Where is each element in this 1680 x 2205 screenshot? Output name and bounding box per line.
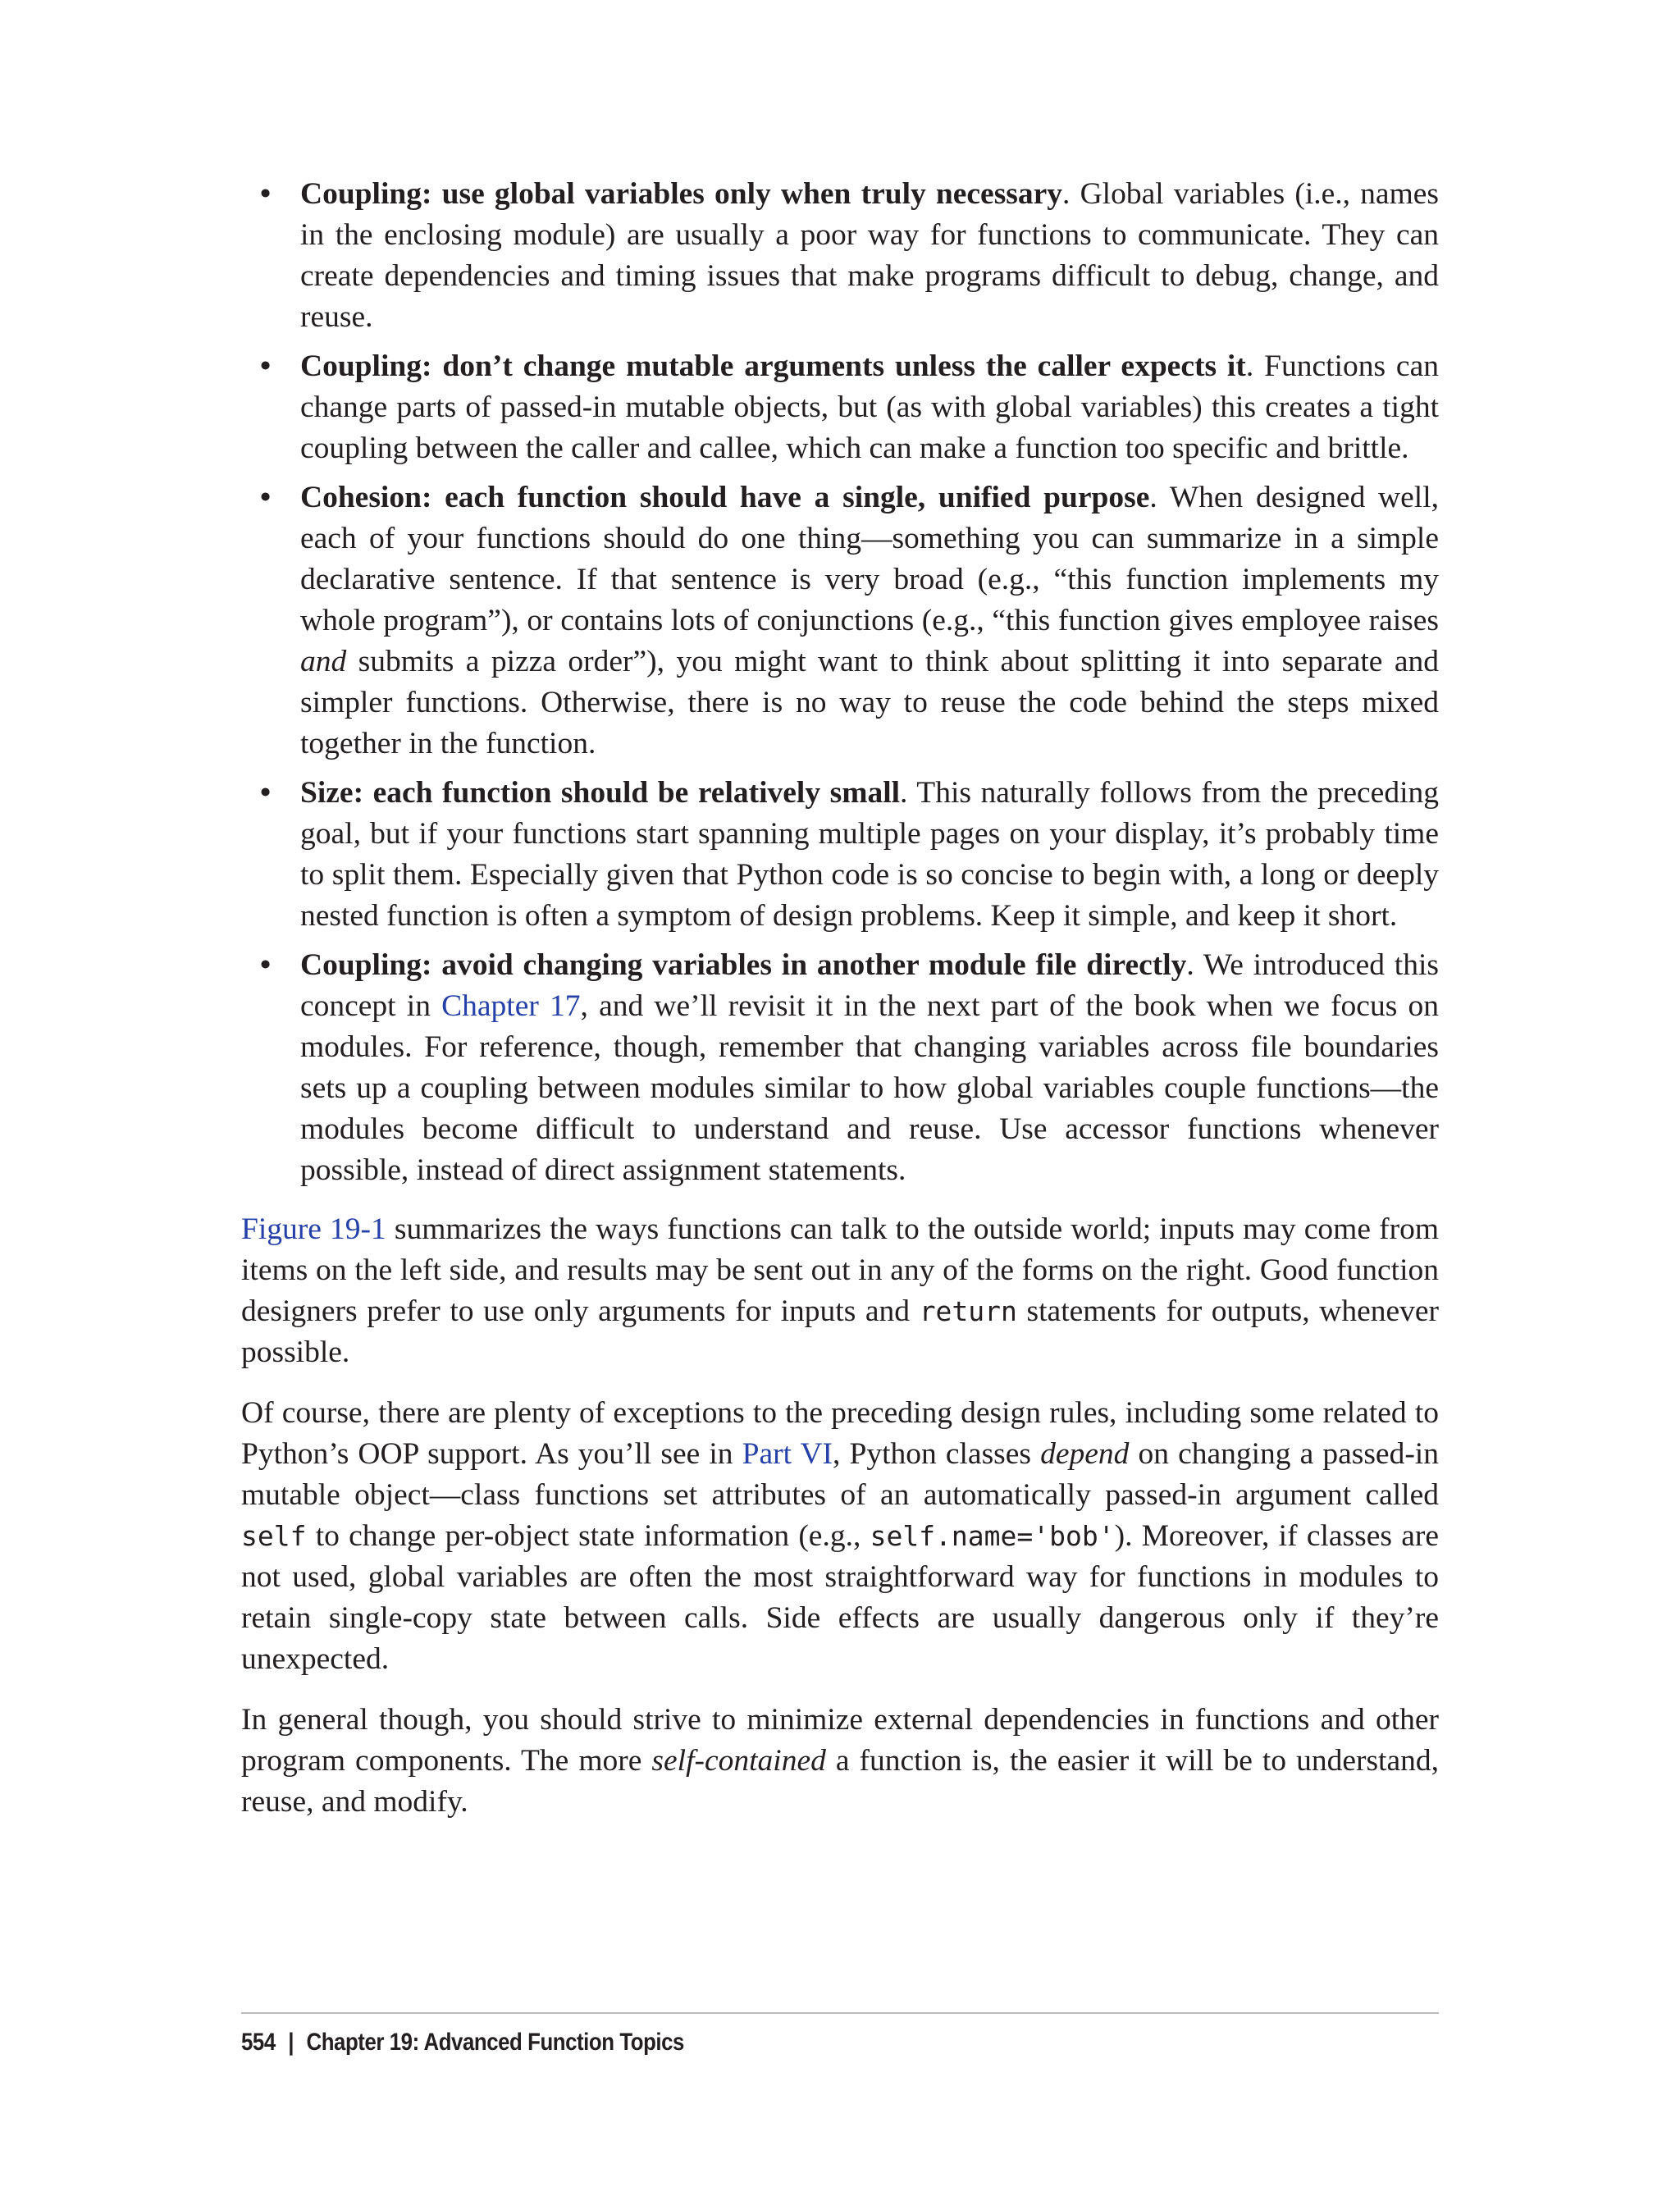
paragraph-text: a function is, the easier it will be to understand, reuse, and modify. [241,1744,1439,1819]
footer-divider [241,2012,1439,2014]
paragraph-emphasis: depend [1040,1437,1130,1471]
page-footer [241,2025,684,2061]
bullet-heading: Cohesion: each function should have a single, unified purpose [300,481,1150,514]
bullet-text: , and we’ll revisit it in the next part of the book when we focus on modules. For reference, though, remember that changing variables across file boundaries sets up a coupling between modules similar to how global variables couple functions—the modules become difficult to understand and reuse. Use accessor functions whenever possible, instead of direct assignment statements. [300,989,1439,1187]
paragraph-figure-summary [241,1209,1439,1373]
part-vi-link[interactable]: Part VI [742,1437,833,1471]
bullet-icon: • [260,177,272,211]
paragraph-conclusion [241,1700,1439,1823]
paragraph-text: on changing a passed-in mutable object—class functions set attributes of an automatically passed-in argument called [241,1437,1439,1512]
bullet-emphasis: and [300,645,347,678]
paragraph-text: summarizes the ways functions can talk to the outside world; inputs may come from items on the left side, and results may be sent out in any of the forms on the right. Good function designers prefer to use only arguments for inputs and [241,1212,1439,1328]
paragraph-text: statements for outputs, whenever possible. [241,1294,1439,1369]
footer-separator: | [288,2029,294,2056]
paragraph-emphasis: self-contained [651,1744,826,1778]
bullet-icon: • [260,349,272,383]
paragraph-text: In general though, you should strive to minimize external dependencies in functions and other program components. The more [241,1703,1439,1778]
bullet-icon: • [260,776,272,810]
chapter-title: Chapter 19: Advanced Function Topics [306,2029,684,2056]
inline-code: self.name='bob' [870,1520,1115,1552]
list-item [241,773,1439,937]
list-item [241,477,1439,765]
list-item [241,945,1439,1191]
list-item [241,174,1439,338]
inline-code: self [241,1520,307,1552]
bullet-heading: Coupling: use global variables only when truly necessary [300,177,1063,211]
bullet-text: . This naturally follows from the preceding goal, but if your functions start spanning multiple pages on your display, it’s probably time to split them. Especially given that Python code is so concise to begin with, a long or deeply nested function is often a symptom of design problems. Keep it simple, and keep it short. [300,776,1439,933]
list-item [241,346,1439,469]
paragraph-text: ). Moreover, if classes are not used, global variables are often the most straightforward way for functions in modules to retain single-copy state between calls. Side effects are usually dangerous only if they’re unexpected. [241,1519,1439,1676]
paragraph-exceptions [241,1393,1439,1680]
bullet-text: . We introduced this concept in [300,948,1439,1023]
bullet-text: . When designed well, each of your functions should do one thing—something you can summarize in a simple declarative sentence. If that sentence is very broad (e.g., “this function implements my whole program”), or contains lots of conjunctions (e.g., “this function gives employee raises [300,481,1439,637]
figure-19-1-link[interactable]: Figure 19-1 [241,1212,386,1246]
bullet-icon: • [260,481,272,514]
bullet-heading: Coupling: don’t change mutable arguments unless the caller expects it [300,349,1246,383]
bullet-text: submits a pizza order”), you might want to think about splitting it into separate and simpler functions. Otherwise, there is no way to reuse the code behind the steps mixed together in the function. [300,645,1439,760]
bullet-text: . Global variables (i.e., names in the enclosing module) are usually a poor way for functions to communicate. They can create dependencies and timing issues that make programs difficult to debug, change, and reuse. [300,177,1439,334]
bullet-heading: Coupling: avoid changing variables in another module file directly [300,948,1187,982]
paragraph-text: to change per-object state information (e.g., [306,1519,870,1553]
inline-code: return [919,1295,1017,1327]
bullet-heading: Size: each function should be relatively small [300,776,901,810]
chapter-17-link[interactable]: Chapter 17 [441,989,581,1023]
guideline-list [241,174,1439,1191]
page-number: 554 [241,2029,276,2056]
page-body [241,174,1439,1823]
bullet-icon: • [260,948,272,982]
paragraph-text: Of course, there are plenty of exceptions to the preceding design rules, including some related to Python’s OOP support. As you’ll see in [241,1396,1439,1471]
paragraph-text: , Python classes [833,1437,1041,1471]
bullet-text: . Functions can change parts of passed-in mutable objects, but (as with global variables) this creates a tight coupling between the caller and callee, which can make a function too specific and brittle. [300,349,1439,465]
